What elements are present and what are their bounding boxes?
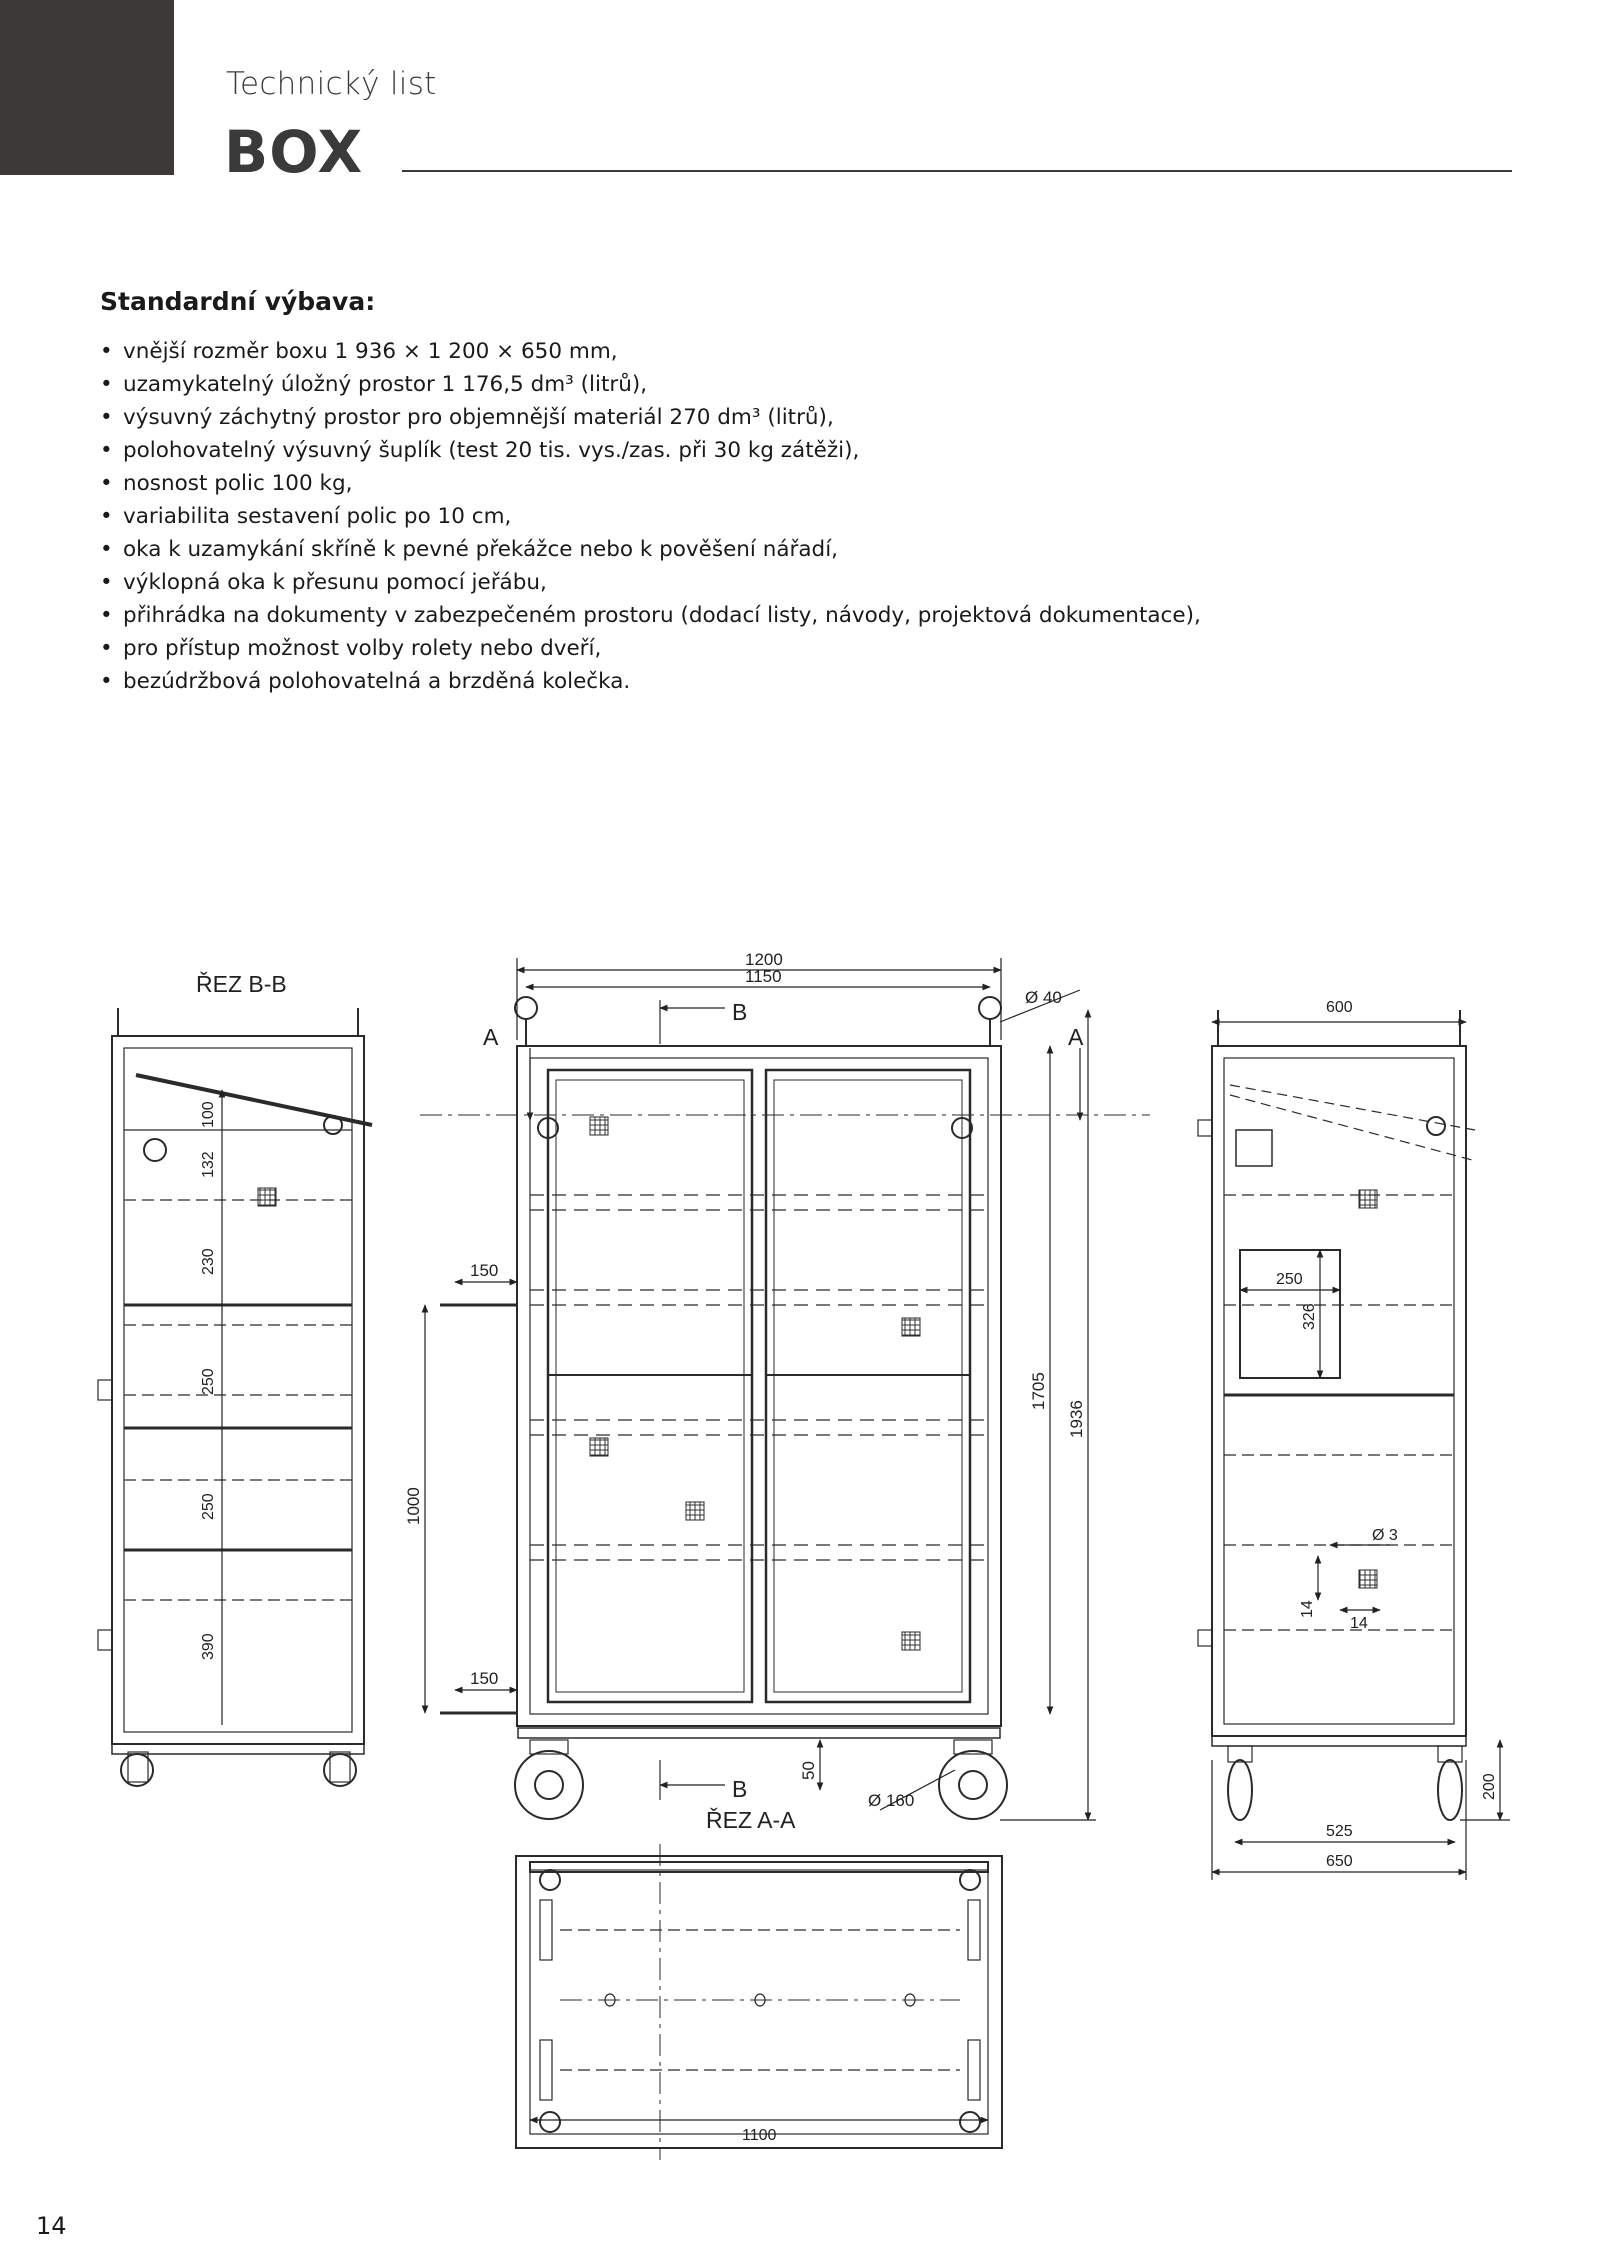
section-label-a-a: ŘEZ A-A [706, 1807, 796, 1833]
dim-depth-top: 600 [1326, 999, 1353, 1016]
equipment-heading: Standardní výbava: [100, 287, 376, 316]
right-frame-outer [1212, 1046, 1466, 1736]
list-item-text: přihrádka na dokumenty v zabezpečeném prostoru (dodací listy, návody, projektová dokumentace), [123, 603, 1201, 628]
dim-total-depth: 650 [1326, 1853, 1353, 1870]
dim-drawer-bottom: 150 [470, 1669, 499, 1688]
dim-hole-diameter: Ø 3 [1372, 1527, 1398, 1544]
bullet-icon: • [100, 504, 113, 529]
bullet-icon: • [100, 570, 113, 595]
front-view-dim-labels [404, 950, 1086, 1833]
dim-230: 230 [200, 1248, 217, 1275]
dim-width-inner: 1150 [745, 967, 782, 986]
list-item-text: bezúdržbová polohovatelná a brzděná kolečka. [123, 669, 631, 694]
dim-drawer-top: 150 [470, 1261, 499, 1280]
page-number: 14 [36, 2212, 67, 2240]
document-title: BOX [224, 118, 364, 186]
dim-drawer-height: 1000 [404, 1487, 423, 1525]
side-view-b-b [98, 971, 372, 1786]
right-frame-inner [1224, 1058, 1454, 1724]
plan-frame-inner [530, 1870, 988, 2134]
dim-250-lower: 250 [200, 1493, 217, 1520]
dim-100: 100 [200, 1101, 217, 1128]
bullet-icon: • [100, 603, 113, 628]
cut-mark-b-top: B [732, 999, 748, 1025]
list-item-text: nosnost polic 100 kg, [123, 471, 353, 496]
dim-wheel-height: 200 [1481, 1773, 1498, 1800]
dim-390: 390 [200, 1633, 217, 1660]
list-item-text: vnější rozměr boxu 1 936 × 1 200 × 650 mm, [123, 339, 618, 364]
side-frame-inner [124, 1048, 352, 1732]
front-frame-outer [517, 1046, 1001, 1726]
door-right [766, 1070, 970, 1702]
dim-250-upper: 250 [200, 1368, 217, 1395]
side-view-dim-labels [200, 1101, 217, 1660]
dim-pocket-width: 250 [1276, 1271, 1303, 1288]
door-left [548, 1070, 752, 1702]
document-kicker: Technický list [226, 66, 437, 102]
dim-width-outer: 1200 [745, 950, 783, 969]
dim-pocket-height: 326 [1301, 1303, 1318, 1330]
bullet-icon: • [100, 471, 113, 496]
list-item-text: výklopná oka k přesunu pomocí jeřábu, [123, 570, 547, 595]
front-view-dims [425, 958, 1096, 1820]
dim-hole-spacing-h: 14 [1350, 1615, 1368, 1632]
bullet-icon: • [100, 372, 113, 397]
cut-mark-a-right: A [1068, 1024, 1084, 1050]
bullet-icon: • [100, 438, 113, 463]
side-frame-outer [112, 1036, 364, 1744]
dim-eye-diameter: Ø 40 [1025, 988, 1062, 1007]
dim-inner-height: 1705 [1029, 1372, 1048, 1410]
bullet-icon: • [100, 537, 113, 562]
dim-wheel-gap: 50 [799, 1761, 818, 1780]
plan-view [516, 1844, 1002, 2160]
list-item-text: variabilita sestavení polic po 10 cm, [123, 504, 512, 529]
list-item-text: polohovatelný výsuvný šuplík (test 20 tis. vys./zas. při 30 kg zátěži), [123, 438, 860, 463]
bullet-icon: • [100, 636, 113, 661]
cut-mark-a-left: A [483, 1024, 499, 1050]
bullet-icon: • [100, 405, 113, 430]
dim-hole-spacing-v: 14 [1299, 1600, 1316, 1618]
right-view-dim-labels [1276, 999, 1498, 1870]
bullet-icon: • [100, 339, 113, 364]
section-label-b-b: ŘEZ B-B [196, 971, 287, 997]
dim-total-height: 1936 [1067, 1400, 1086, 1438]
dim-132: 132 [200, 1151, 217, 1178]
plan-frame-outer [516, 1856, 1002, 2148]
dim-inner-depth: 525 [1326, 1823, 1353, 1840]
right-side-view [1198, 1010, 1475, 1820]
front-frame-inner [530, 1058, 988, 1714]
bullet-icon: • [100, 669, 113, 694]
list-item-text: výsuvný záchytný prostor pro objemnější materiál 270 dm³ (litrů), [123, 405, 834, 430]
list-item-text: uzamykatelný úložný prostor 1 176,5 dm³ (litrů), [123, 372, 648, 397]
plan-view-dim-labels [742, 2127, 777, 2144]
list-item-text: oka k uzamykání skříně k pevné překážce nebo k pověšení nářadí, [123, 537, 839, 562]
cut-mark-b-bottom: B [732, 1776, 748, 1802]
list-item-text: pro přístup možnost volby rolety nebo dveří, [123, 636, 602, 661]
dim-plan-width: 1100 [742, 2127, 777, 2144]
dim-wheel-diameter: Ø 160 [868, 1791, 915, 1810]
